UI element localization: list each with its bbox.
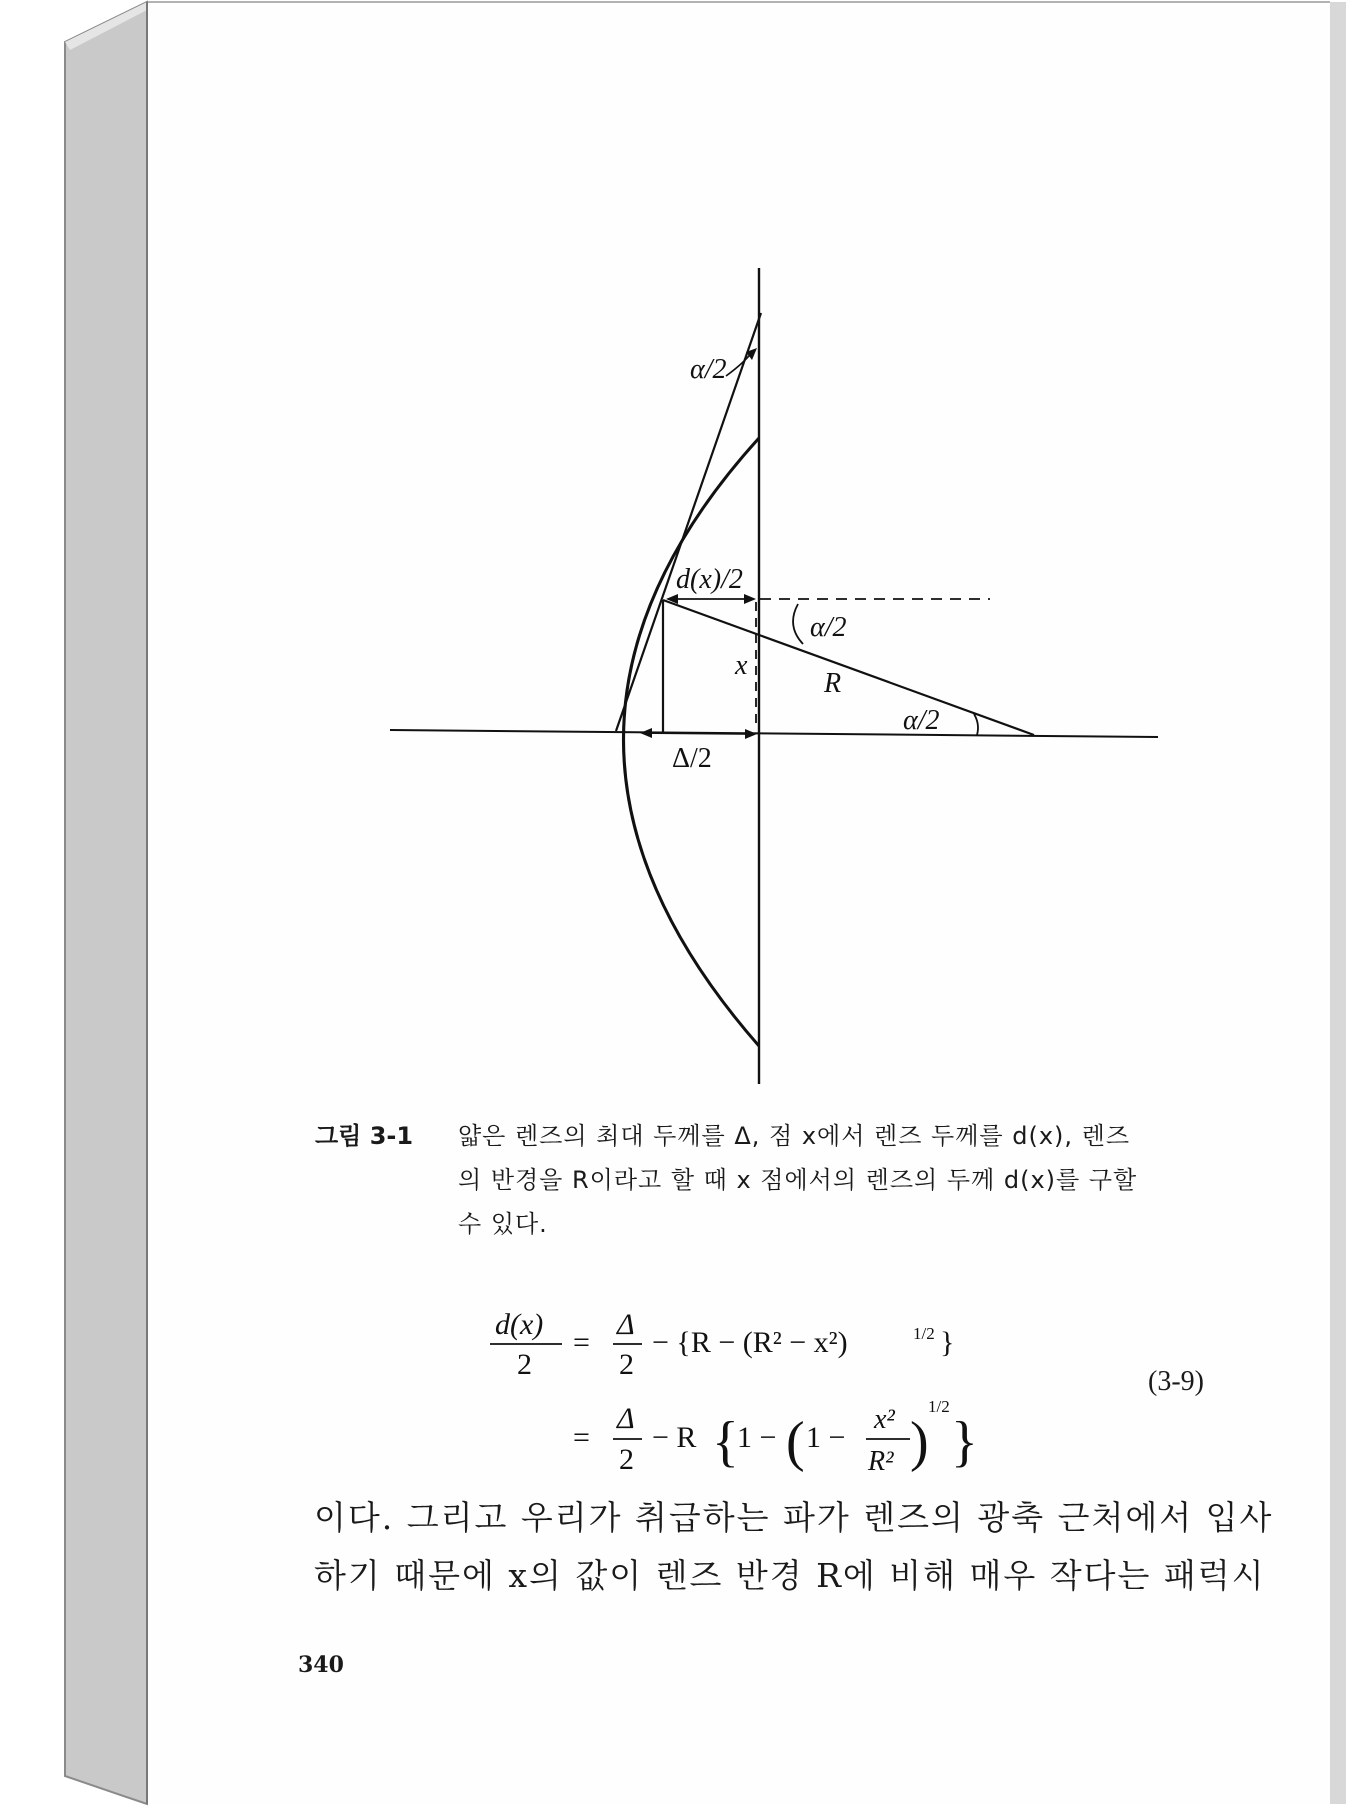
eq-two-2: 2 [619, 1443, 634, 1476]
eq-big-paren-open: ( [786, 1411, 805, 1473]
eq-big-paren-close: ) [910, 1411, 929, 1473]
caption-line-3: 수 있다. [458, 1210, 548, 1238]
label-x: x [735, 650, 748, 681]
body-text-line-1: 이다. 그리고 우리가 취급하는 파가 렌즈의 광축 근처에서 입사 [314, 1498, 1274, 1537]
eq-R-squared: R² [868, 1446, 894, 1477]
eq-one-a: 1 − [737, 1421, 777, 1454]
eq-lhs-numerator: d(x) [495, 1308, 544, 1341]
eq-rest-2: − R [652, 1421, 697, 1454]
eq-delta-2: Δ [617, 1402, 635, 1435]
eq-close-1: } [940, 1326, 955, 1359]
label-R: R [824, 668, 842, 699]
eq-delta-1: Δ [617, 1308, 635, 1341]
eq-big-brace-close: } [951, 1411, 978, 1473]
eq-exp-2: 1/2 [928, 1397, 950, 1416]
eq-equals-1: = [573, 1326, 590, 1359]
caption-label: 그림 3-1 [315, 1122, 414, 1150]
book-side [65, 2, 147, 1804]
eq-rest-1: − {R − (R² − x²) [652, 1326, 848, 1359]
body-text-line-2: 하기 때문에 x의 값이 렌즈 반경 R에 비해 매우 작다는 패럭시 [314, 1556, 1266, 1595]
label-delta-half: Δ/2 [672, 743, 712, 774]
eq-one-b: 1 − [806, 1421, 846, 1454]
eq-x-squared: x² [874, 1404, 895, 1435]
equation-number: (3-9) [1148, 1366, 1204, 1397]
label-d-half: d(x)/2 [676, 564, 743, 595]
page-shadow [1330, 2, 1346, 1804]
eq-equals-2: = [573, 1421, 590, 1454]
label-alpha-bottom: α/2 [903, 705, 940, 736]
page-number: 340 [298, 1652, 344, 1678]
caption-line-1: 얇은 렌즈의 최대 두께를 Δ, 점 x에서 렌즈 두께를 d(x), 렌즈 [458, 1122, 1131, 1150]
caption-line-2: 의 반경을 R이라고 할 때 x 점에서의 렌즈의 두께 d(x)를 구할 [458, 1166, 1138, 1194]
delta-half-arrow [642, 733, 754, 734]
eq-lhs-denominator: 2 [517, 1348, 532, 1381]
label-alpha-mid: α/2 [810, 612, 847, 643]
eq-exp-1: 1/2 [913, 1324, 935, 1343]
label-alpha-top: α/2 [690, 354, 727, 385]
eq-big-brace-open: { [712, 1411, 739, 1473]
eq-two-1: 2 [619, 1348, 634, 1381]
